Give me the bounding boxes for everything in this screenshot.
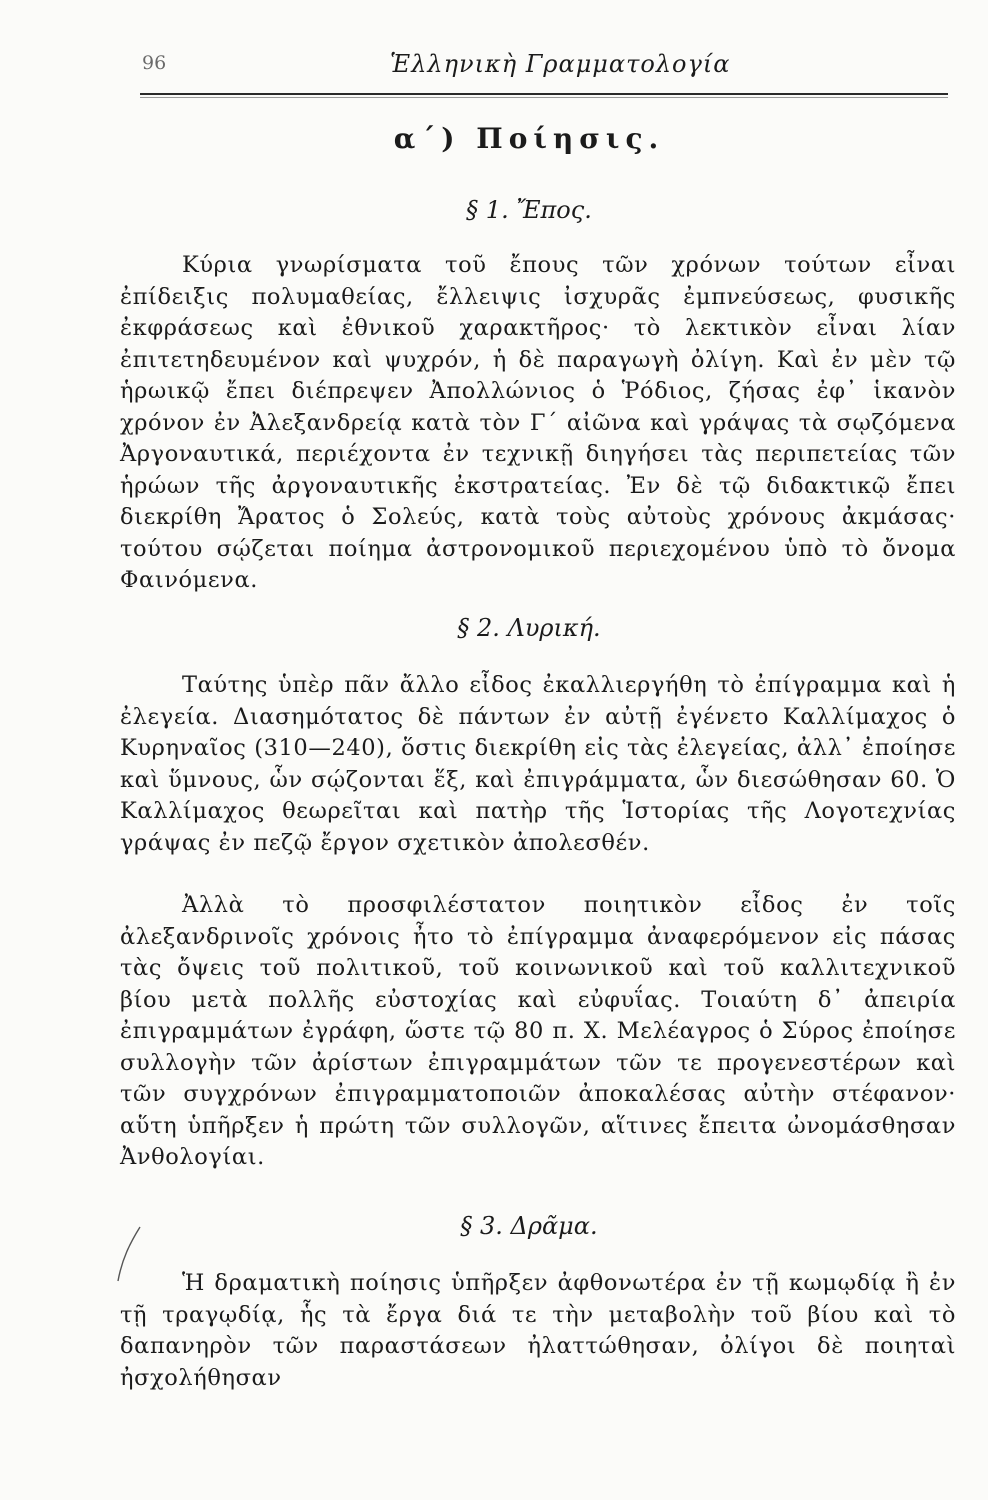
header-rule-thin xyxy=(140,97,948,98)
page-number: 96 xyxy=(142,52,167,74)
paragraph-lyric-1: Ταύτης ὑπὲρ πᾶν ἄλλο εἶδος ἐκαλλιεργήθη τὸ ἐπίγραμμα καὶ ἡ ἐλεγεία. Διασημότατος δὲ πάντων ἐν αὐτῇ ἐγένετο Καλλίμαχος ὁ Κυρηναῖος (310—240), ὅστις διεκρίθη εἰς τὰς ἐλεγείας, ἀλλ᾽ ἐποίησε καὶ ὕμνους, ὧν σῴζονται ἕξ, καὶ ἐπιγράμματα, ὧν διεσώθησαν 60. Ὁ Καλλίμαχος θεωρεῖται καὶ πατὴρ τῆς Ἱστορίας τῆς Λογοτεχνίας γράψας ἐν πεζῷ ἔργον σχετικὸν ἀπολεσθέν. xyxy=(120,672,956,856)
running-title: Ἑλληνικὴ Γραμματολογία xyxy=(390,50,731,78)
pencil-mark xyxy=(108,1225,148,1285)
paragraph-lyric-2: Ἀλλὰ τὸ προσφιλέστατον ποιητικὸν εἶδος ἐν τοῖς ἀλεξανδρινοῖς χρόνοις ἦτο τὸ ἐπίγραμμα ἀναφερόμενον εἰς πάσας τὰς ὄψεις τοῦ πολιτικοῦ, τοῦ κοινωνικοῦ καὶ τοῦ καλλιτεχνικοῦ βίου μετὰ πολλῆς εὐστοχίας καὶ εὐφυΐας. Τοιαύτη δ᾽ ἀπειρία ἐπιγραμμάτων ἐγράφη, ὥστε τῷ 80 π. Χ. Μελέαγρος ὁ Σύρος ἐποίησε συλλογὴν τῶν ἀρίστων ἐπιγραμμάτων τῶν τε προγενεστέρων καὶ τῶν συγχρόνων ἐπιγραμματοποιῶν ἀποκαλέσας αὐτὴν στέφανον· αὕτη ὑπῆρξεν ἡ πρώτη τῶν συλλογῶν, αἵτινες ἔπειτα ὠνομάσθησαν Ἀνθολογίαι. xyxy=(120,892,956,1170)
running-head xyxy=(140,50,940,94)
subheading-lyric: § 2. Λυρική. xyxy=(457,614,601,642)
paragraph-drama: Ἡ δραματικὴ ποίησις ὑπῆρξεν ἀφθονωτέρα ἐν τῇ κωμῳδίᾳ ἢ ἐν τῇ τραγῳδίᾳ, ἧς τὰ ἔργα διά τε τὴν μεταβολὴν τοῦ βίου καὶ τὸ δαπανηρὸν τῶν παραστάσεων ἠλαττώθησαν, ὀλίγοι δὲ ποιηταὶ ἠσχολήθησαν xyxy=(120,1270,956,1391)
paragraph-epic: Κύρια γνωρίσματα τοῦ ἔπους τῶν χρόνων τούτων εἶναι ἐπίδειξις πολυμαθείας, ἔλλειψις ἰσχυρᾶς ἐμπνεύσεως, φυσικῆς ἐκφράσεως καὶ ἐθνικοῦ χαρακτῆρος· τὸ λεκτικὸν εἶναι λίαν ἐπιτετηδευμένον καὶ ψυχρόν, ἡ δὲ παραγωγὴ ὀλίγη. Καὶ ἐν μὲν τῷ ἡρωικῷ ἔπει διέπρεψεν Ἀπολλώνιος ὁ Ῥόδιος, ζήσας ἐφ᾽ ἱκανὸν χρόνον ἐν Ἀλεξανδρείᾳ κατὰ τὸν Γ΄ αἰῶνα καὶ γράψας τὰ σῳζόμενα Ἀργοναυτικά, περιέχοντα ἐν τεχνικῇ διηγήσει τὰς περιπετείας τῶν ἡρώων τῆς ἀργοναυτικῆς ἐκστρατείας. Ἐν δὲ τῷ διδακτικῷ ἔπει διεκρίθη Ἄρατος ὁ Σολεύς, κατὰ τοὺς αὐτοὺς χρόνους ἀκμάσας· τούτου σῴζεται ποίημα ἀστρονομικοῦ περιεχομένου ὑπὸ τὸ ὄνομα Φαινόμενα. xyxy=(120,252,956,593)
section-title: α΄) Ποίησις. xyxy=(393,122,665,155)
subheading-epic: § 1. Ἔπος. xyxy=(466,196,592,224)
subheading-drama: § 3. Δρᾶμα. xyxy=(460,1212,598,1240)
header-rule xyxy=(140,93,948,95)
